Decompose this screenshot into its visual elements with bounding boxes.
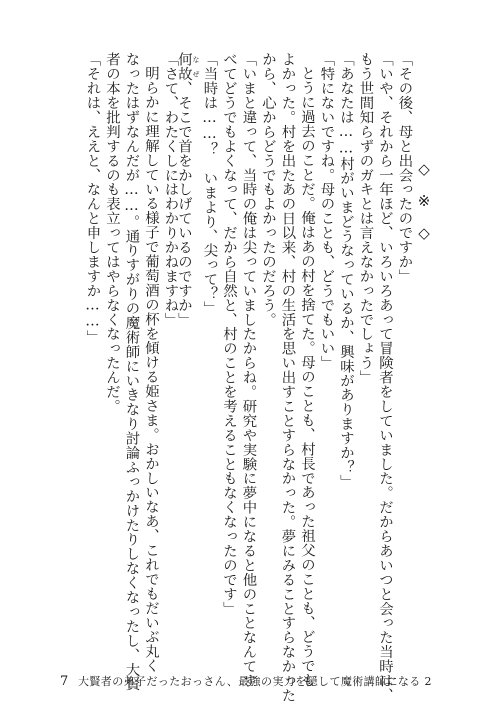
ruby-word	[176, 52, 200, 81]
text-column: 明らかに理解している様子で葡萄酒の杯を傾ける姫さま。おかしいなあ、これでもだいぶ丸く	[143, 66, 159, 674]
text-column: 者の本を批判するのも表立ってはやらなくなったんだ。	[104, 52, 120, 414]
text-column	[176, 52, 201, 610]
text-column: もう世間知らずのガキとは言えなかったでしょう」	[357, 52, 374, 385]
text-column-rest: 、そこで首をかしげているのですか」	[176, 80, 192, 327]
text-column: 「いまと違って、当時の俺は尖っていましたからね。研究や実験に夢中になると他のことなんてす	[240, 52, 257, 688]
scene-break-marker: ◇※◇	[415, 160, 433, 256]
text-column: とうに過去のことだ。俺はあの村を捨てた。母のことも、村長であった祖父のことも、どうでも	[299, 66, 315, 688]
text-column: 「さて、わたくしにはわかりかねますね」	[162, 52, 179, 327]
page-footer	[0, 669, 500, 689]
text-column: よかった。村を出たあの日以来、村の生活を思い出すことすらなかった。夢にみることすらなかった	[279, 52, 296, 703]
text-column: 「それは、ええと、なんと申しますか……」	[84, 52, 101, 345]
text-column: 「当時は……？ いまより、尖って？」	[201, 52, 218, 316]
text-column: なったはずなんだが……。通りすがりの魔術師にいきなり討論ふっかけたりしなくなったし、大賢	[123, 52, 140, 691]
text-column: 「その後、母と出会ったのですか」	[396, 52, 413, 284]
text-column: から、心からどうでもよかったのだろう。	[260, 52, 276, 327]
page-number: 7	[60, 674, 69, 689]
text-column: 「特にないですね。母のことも、どうでもいい」	[318, 52, 335, 370]
running-title: 大賢者の弟子だったおっさん、最強の実力を隠して魔術講師になる 2	[78, 675, 432, 688]
text-column: べてどうでもよくなって、だから自然と、村のことを考えることもなくなったのです」	[221, 52, 237, 616]
text-column: 「あなたは……村がいまどうなっているか、興味がありますか？」	[338, 52, 354, 489]
text-column: 「いや、それから一年ほど、いろいろあって冒険者をしていました。だからあいつと会った当時は、	[377, 52, 393, 703]
ruby-reading: なぜ	[192, 52, 200, 81]
ruby-base: 何故	[176, 52, 192, 81]
